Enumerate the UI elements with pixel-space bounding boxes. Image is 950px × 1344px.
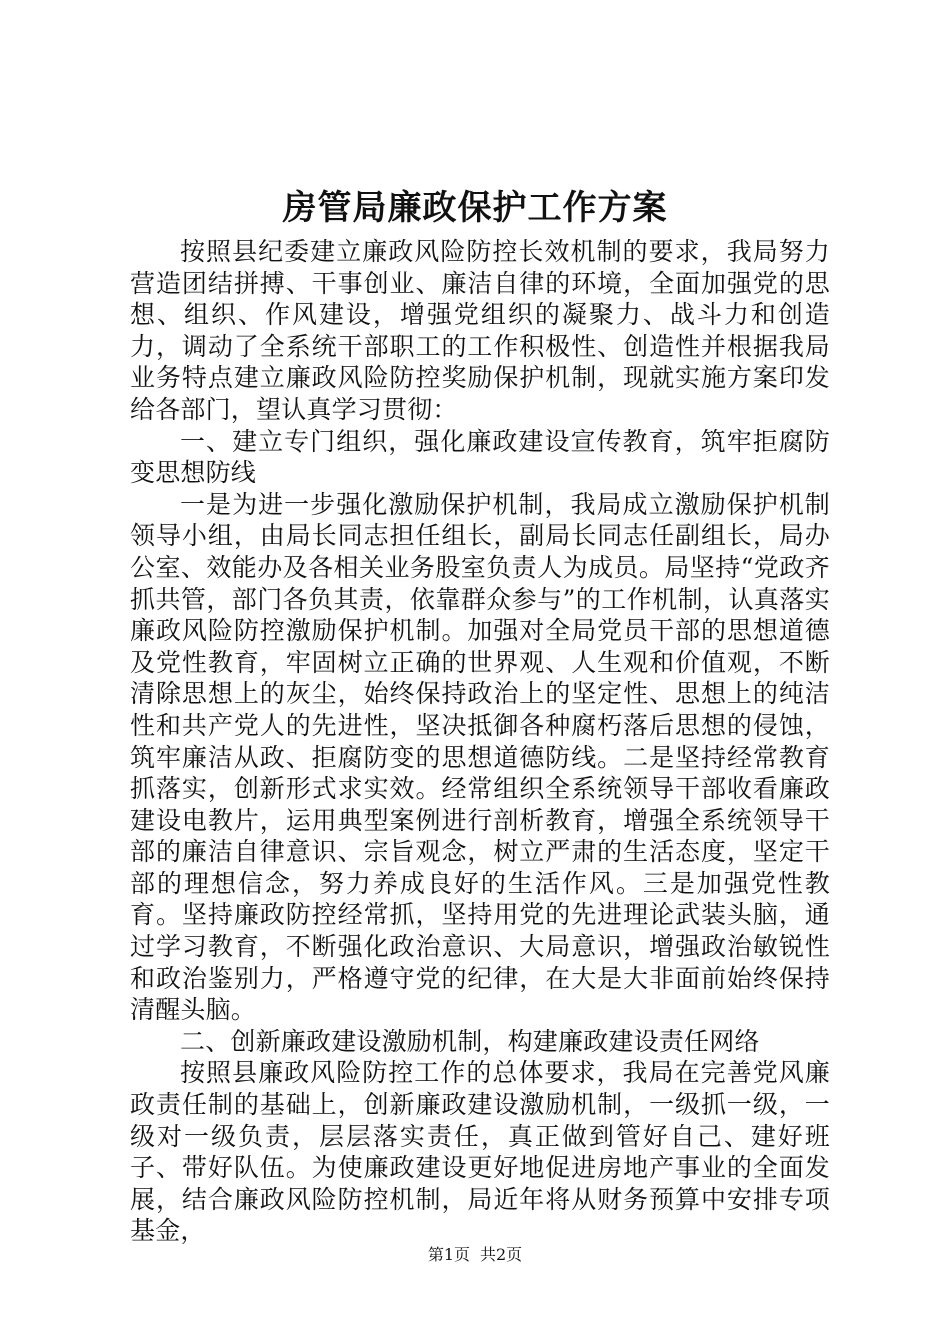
section-heading-1: 一、建立专门组织，强化廉政建设宣传教育，筑牢拒腐防变思想防线	[130, 426, 830, 488]
page-number: 第1页	[427, 1245, 470, 1264]
paragraph-intro: 按照县纪委建立廉政风险防控长效机制的要求，我局努力营造团结拼搏、干事创业、廉洁自律的环境，全面加强党的思想、组织、作风建设，增强党组织的凝聚力、战斗力和创造力，调动了全系统干部职工的工作积极性、创造性并根据我局业务特点建立廉政风险防控奖励保护机制，现就实施方案印发给各部门，望认真学习贯彻：	[130, 237, 830, 424]
page-total: 共2页	[480, 1245, 523, 1264]
paragraph-section-2: 按照县廉政风险防控工作的总体要求，我局在完善党风廉政责任制的基础上，创新廉政建设激励机制，一级抓一级，一级对一级负责，层层落实责任，真正做到管好自己、建好班子、带好队伍。为使廉政建设更好地促进房地产事业的全面发展，结合廉政风险防控机制，局近年将从财务预算中安排专项基金，	[130, 1058, 830, 1246]
paragraph-section-1: 一是为进一步强化激励保护机制，我局成立激励保护机制领导小组，由局长同志担任组长，副局长同志任副组长，局办公室、效能办及各相关业务股室负责人为成员。局坚持“党政齐抓共管，部门各负其责，依靠群众参与”的工作机制，认真落实廉政风险防控激励保护机制。加强对全局党员干部的思想道德及党性教育，牢固树立正确的世界观、人生观和价值观，不断清除思想上的灰尘，始终保持政治上的坚定性、思想上的纯洁性和共产党人的先进性，坚决抵御各种腐朽落后思想的侵蚀，筑牢廉洁从政、拒腐防变的思想道德防线。二是坚持经常教育抓落实，创新形式求实效。经常组织全系统领导干部收看廉政建设电教片，运用典型案例进行剖析教育，增强全系统领导干部的廉洁自律意识、宗旨观念，树立严肃的生活态度，坚定干部的理想信念，努力养成良好的生活作风。三是加强党性教育。坚持廉政防控经常抓，坚持用党的先进理论武装头脑，通过学习教育，不断强化政治意识、大局意识，增强政治敏锐性和政治鉴别力，严格遵守党的纪律，在大是大非面前始终保持清醒头脑。	[130, 489, 830, 1025]
document-title: 房管局廉政保护工作方案	[282, 188, 668, 228]
section-heading-2: 二、创新廉政建设激励机制，构建廉政建设责任网络	[180, 1026, 760, 1056]
document-body	[130, 236, 830, 1247]
page-footer	[0, 1244, 950, 1266]
